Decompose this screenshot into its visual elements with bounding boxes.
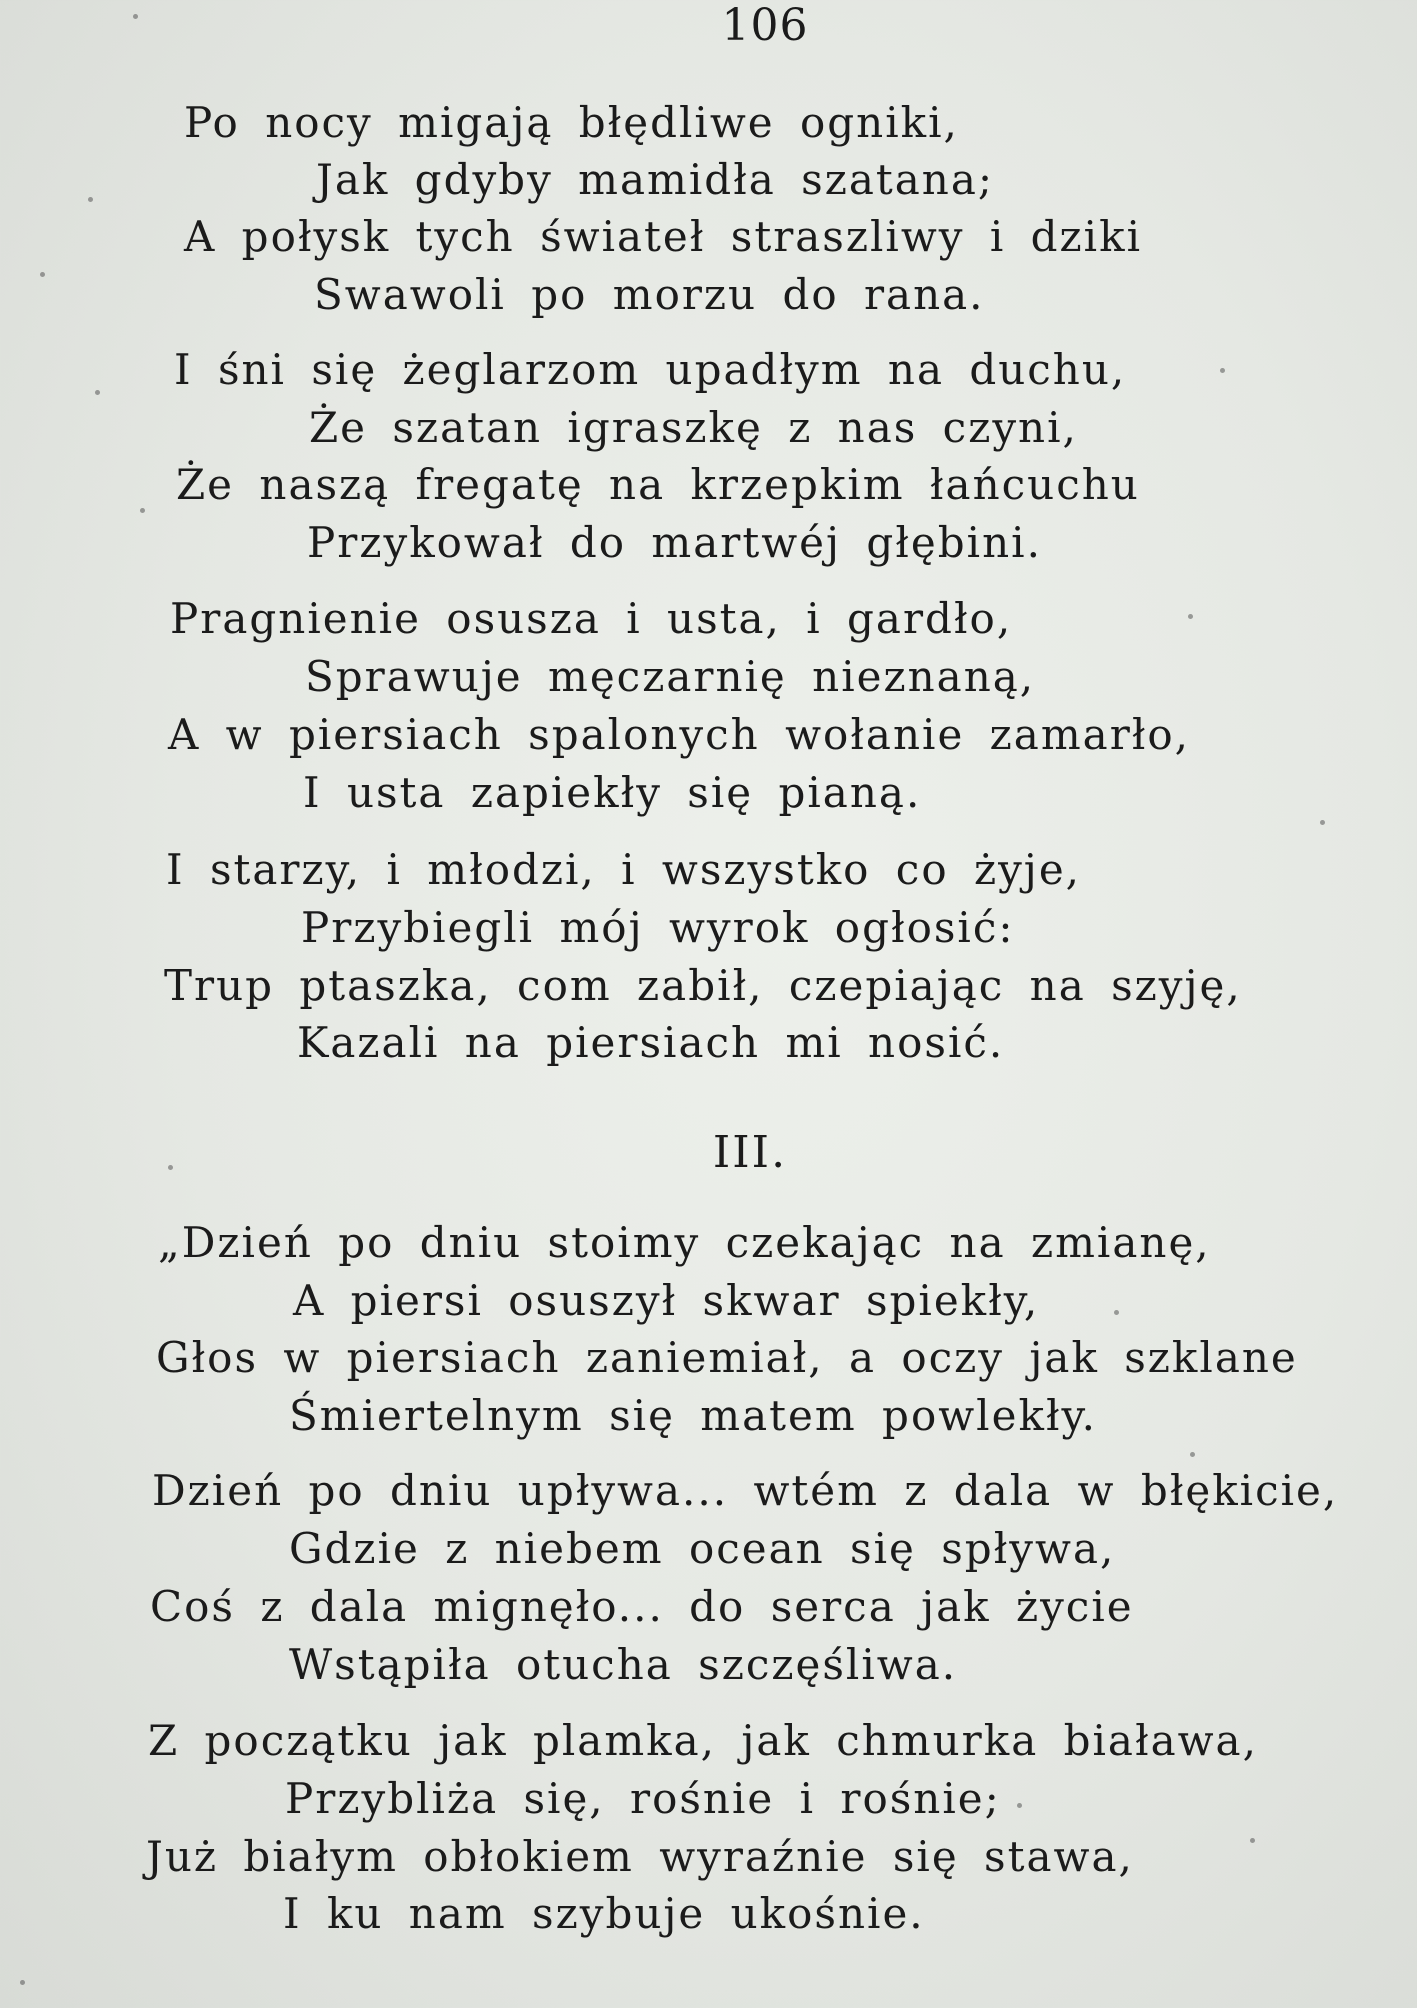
verse-line: Trup ptaszka, com zabił, czepiając na szyję, xyxy=(164,961,1242,1010)
verse-line: Jak gdyby mamidła szatana; xyxy=(316,155,995,204)
verse-line: Z początku jak plamka, jak chmurka biaława, xyxy=(148,1716,1258,1765)
verse-line: Że naszą fregatę na krzepkim łańcuchu xyxy=(176,460,1140,509)
verse-line: Pragnienie osusza i usta, i gardło, xyxy=(170,594,1013,643)
verse-line: Przybiegli mój wyrok ogłosić: xyxy=(301,903,1015,952)
verse-line: A w piersiach spalonych wołanie zamarło, xyxy=(168,710,1191,759)
verse-line: Coś z dala mignęło... do serca jak życie xyxy=(150,1582,1134,1631)
verse-line: A piersi osuszył skwar spiekły, xyxy=(293,1276,1040,1325)
verse-line: I śni się żeglarzom upadłym na duchu, xyxy=(174,345,1127,394)
verse-line: Dzień po dniu upływa... wtém z dala w błękicie, xyxy=(152,1466,1339,1515)
paper-speck xyxy=(1188,614,1193,619)
page-number: 106 xyxy=(721,0,809,51)
paper-speck xyxy=(168,1165,173,1170)
paper-speck xyxy=(1250,1838,1255,1843)
verse-line: I ku nam szybuje ukośnie. xyxy=(283,1889,925,1938)
paper-speck xyxy=(88,197,93,202)
paper-speck xyxy=(1320,820,1325,825)
paper-speck xyxy=(140,508,145,513)
paper-speck xyxy=(1190,1452,1195,1457)
verse-line: Sprawuje męczarnię nieznaną, xyxy=(305,652,1036,701)
paper-speck xyxy=(95,390,100,395)
verse-line: Że szatan igraszkę z nas czyni, xyxy=(309,403,1078,452)
verse-line: Przykował do martwéj głębini. xyxy=(307,518,1042,567)
verse-line: Swawoli po morzu do rana. xyxy=(314,270,985,319)
paper-speck xyxy=(1220,368,1225,373)
section-heading: III. xyxy=(712,1127,788,1178)
verse-line: Po nocy migają błędliwe ogniki, xyxy=(184,98,959,147)
paper-speck xyxy=(133,14,138,19)
paper-speck xyxy=(1114,1310,1119,1315)
verse-line: I starzy, i młodzi, i wszystko co żyje, xyxy=(166,845,1082,894)
verse-line: Przybliża się, rośnie i rośnie; xyxy=(285,1774,1001,1823)
verse-line: Śmiertelnym się matem powlekły. xyxy=(289,1391,1098,1440)
verse-line: I usta zapiekły się pianą. xyxy=(303,768,922,817)
verse-line: „Dzień po dniu stoimy czekając na zmianę, xyxy=(158,1218,1211,1267)
paper-speck xyxy=(20,1980,25,1985)
verse-line: Gdzie z niebem ocean się spływa, xyxy=(289,1524,1116,1573)
verse-line: Głos w piersiach zaniemiał, a oczy jak szklane xyxy=(156,1333,1298,1382)
verse-line: Wstąpiła otucha szczęśliwa. xyxy=(289,1640,958,1689)
paper-speck xyxy=(1017,1803,1022,1808)
verse-line: A połysk tych świateł straszliwy i dziki xyxy=(184,212,1142,261)
verse-line: Już białym obłokiem wyraźnie się stawa, xyxy=(146,1832,1134,1881)
paper-speck xyxy=(40,272,45,277)
verse-line: Kazali na piersiach mi nosić. xyxy=(297,1018,1005,1067)
